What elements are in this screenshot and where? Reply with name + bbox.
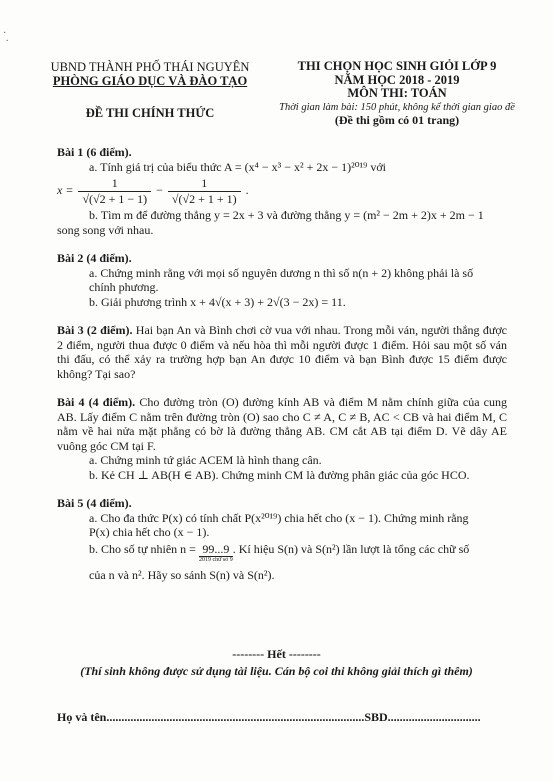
school-year: NĂM HỌC 2018 - 2019 [334, 72, 460, 87]
problem-1-title: Bài 1 (6 điểm). [57, 145, 132, 159]
header-left [40, 60, 260, 120]
fraction-1 [78, 176, 151, 206]
problem-4 [57, 395, 507, 453]
fraction-1-numerator: 1 [78, 176, 151, 192]
authority-name: UBND THÀNH PHỐ THÁI NGUYÊN [50, 60, 250, 74]
n-definition [199, 542, 233, 565]
fraction-1-denominator: √(√2 + 1 − 1) [82, 191, 148, 206]
problem-5b [57, 542, 507, 565]
problem-3-text: Hai bạn An và Bình chơi cờ vua với nhau. Trong mỗi ván, người thắng được 2 điểm, người thua được 0 điểm và nếu hòa thì mỗi người được 1 điểm. Hỏi sau một số ván thi đấu, có thể xảy ra trường hợp bạn An được 10 điểm và bạn Bình được 15 điểm được không? Tại sao? [57, 323, 507, 381]
subject: MÔN THI: TOÁN [347, 86, 447, 100]
department-name: PHÒNG GIÁO DỤC VÀ ĐÀO TẠO [52, 74, 248, 88]
n-digits: 99...9 [202, 541, 230, 556]
problem-5b-post: . Kí hiệu S(n) và S(n²) lần lượt là tổng các chữ số [232, 541, 470, 556]
header-right [262, 60, 532, 127]
problem-2a-cont: chính phương. [89, 280, 159, 294]
candidate-signature-line: Họ và tên......................................................................................SBD............................... [57, 710, 481, 724]
problem-4-title: Bài 4 (4 điểm). [57, 395, 136, 409]
official-exam-label: ĐỀ THI CHÍNH THỨC [85, 106, 215, 120]
period: . [245, 182, 249, 197]
problem-5a-cont: P(x) chia hết cho (x − 1). [89, 525, 210, 539]
problem-1a: a. Tính giá trị của biểu thức A = (x⁴ − x³ − x² + 2x − 1)²⁰¹⁹ với [89, 159, 386, 174]
page-count: (Đề thi gồm có 01 trang) [334, 112, 460, 127]
exam-content [57, 145, 507, 583]
problem-1b: b. Tìm m để đường thẳng y = 2x + 3 và đường thẳng y = (m² − 2m + 2)x + 2m − 1 [89, 208, 484, 222]
scan-marks: · · [3, 28, 9, 47]
problem-3-title: Bài 3 (2 điểm). [57, 323, 133, 337]
candidate-note: (Thí sinh không được sử dụng tài liệu. Cán bộ coi thi không giải thích gì thêm) [80, 664, 473, 678]
problem-2b: b. Giải phương trình x + 4√(x + 3) + 2√(3 − 2x) = 11. [89, 294, 346, 309]
problem-5b-pre: b. Cho số tự nhiên n = [89, 541, 196, 556]
problem-4b: b. Kẻ CH ⊥ AB(H ∈ AB). Chứng minh CM là đường phân giác của góc HCO. [89, 467, 470, 482]
problem-5-title: Bài 5 (4 điểm). [57, 496, 132, 510]
problem-2a: a. Chứng minh rằng với mọi số nguyên dương n thì số n(n + 2) không phải là số [89, 265, 474, 280]
exam-title: THI CHỌN HỌC SINH GIỎI LỚP 9 [297, 59, 497, 73]
problem-5b-cont: của n và n². Hãy so sánh S(n) và S(n²). [89, 568, 275, 582]
fraction-2-numerator: 1 [168, 176, 241, 192]
problem-1-x-expression [57, 176, 507, 206]
end-marker: -------- Hết -------- [232, 647, 321, 661]
minus-sign: − [156, 182, 163, 197]
problem-2-title: Bài 2 (4 điểm). [57, 251, 132, 265]
problem-4-text: Cho đường tròn (O) đường kính AB và điểm M nằm chính giữa của cung AB. Lấy điểm C nằm trên đường tròn (O) sao cho C ≠ A, C ≠ B, AC < CB và hai điểm M, C nằm về hai nửa mặt phẳng có bờ là đường thẳng AB. CM cắt AB tại điểm D. Vẽ dây AE vuông góc CM tại F. [57, 395, 507, 453]
time-limit: Thời gian làm bài: 150 phút, không kể thời gian giao đề [279, 101, 515, 113]
fraction-2 [168, 176, 241, 206]
problem-4a: a. Chứng minh tứ giác ACEM là hình thang cân. [89, 453, 322, 467]
fraction-2-denominator: √(√2 + 1 + 1) [171, 191, 237, 206]
problem-1b-cont: song song với nhau. [57, 222, 154, 237]
problem-3 [57, 323, 507, 381]
n-digits-caption: 2019 chữ số 9 [198, 557, 233, 563]
x-lhs: x = [57, 182, 74, 197]
problem-5a: a. Cho đa thức P(x) có tính chất P(x²⁰¹⁹) chia hết cho (x − 1). Chứng minh rằng [89, 510, 469, 525]
